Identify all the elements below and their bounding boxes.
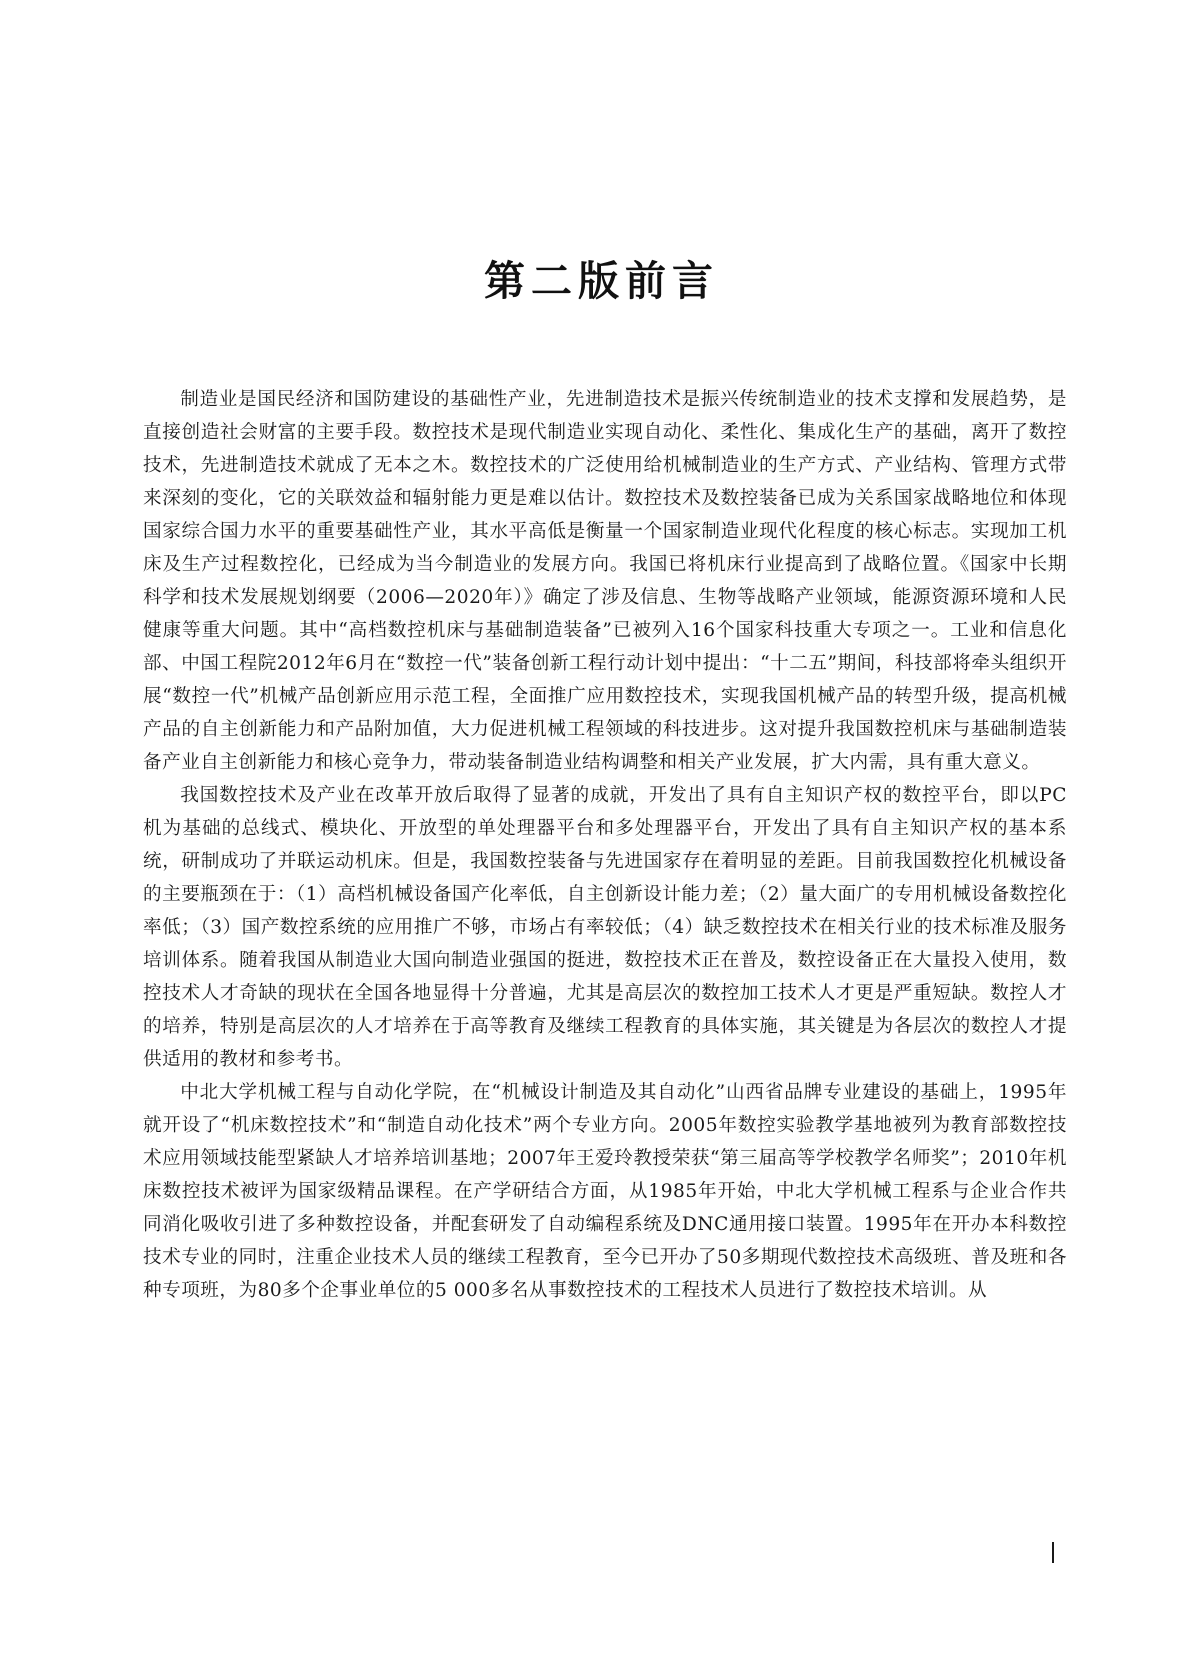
paragraph-3: 中北大学机械工程与自动化学院，在“机械设计制造及其自动化”山西省品牌专业建设的基础上，1995年就开设了“机床数控技术”和“制造自动化技术”两个专业方向。2005年数控实验教学基地被列为教育部数控技术应用领域技能型紧缺人才培养培训基地；2007年王爱玲教授荣获“第三届高等学校教学名师奖”；2010年机床数控技术被评为国家级精品课程。在产学研结合方面，从1985年开始，中北大学机械工程系与企业合作共同消化吸收引进了多种数控设备，并配套研发了自动编程系统及DNC通用接口装置。1995年在开办本科数控技术专业的同时，注重企业技术人员的继续工程教育，至今已开办了50多期现代数控技术高级班、普及班和各种专项班，为80多个企事业单位的5 000多名从事数控技术的工程技术人员进行了数控技术培训。从: [143, 1082, 1067, 1301]
paragraph-1: 制造业是国民经济和国防建设的基础性产业，先进制造技术是振兴传统制造业的技术支撑和发展趋势，是直接创造社会财富的主要手段。数控技术是现代制造业实现自动化、柔性化、集成化生产的基础，离开了数控技术，先进制造技术就成了无本之木。数控技术的广泛使用给机械制造业的生产方式、产业结构、管理方式带来深刻的变化，它的关联效益和辐射能力更是难以估计。数控技术及数控装备已成为关系国家战略地位和体现国家综合国力水平的重要基础性产业，其水平高低是衡量一个国家制造业现代化程度的核心标志。实现加工机床及生产过程数控化，已经成为当今制造业的发展方向。我国已将机床行业提高到了战略位置。《国家中长期科学和技术发展规划纲要（2006—2020年）》确定了涉及信息、生物等战略产业领域，能源资源环境和人民健康等重大问题。其中“高档数控机床与基础制造装备”已被列入16个国家科技重大专项之一。工业和信息化部、中国工程院2012年6月在“数控一代”装备创新工程行动计划中提出：“十二五”期间，科技部将牵头组织开展“数控一代”机械产品创新应用示范工程，全面推广应用数控技术，实现我国机械产品的转型升级，提高机械产品的自主创新能力和产品附加值，大力促进机械工程领域的科技进步。这对提升我国数控机床与基础制造装备产业自主创新能力和核心竞争力，带动装备制造业结构调整和相关产业发展，扩大内需，具有重大意义。: [143, 389, 1067, 773]
page-number-roman-i: [1052, 1542, 1054, 1563]
body-text: [143, 383, 1067, 1307]
page-title: 第二版前言: [484, 257, 719, 306]
paragraph-2: 我国数控技术及产业在改革开放后取得了显著的成就，开发出了具有自主知识产权的数控平台，即以PC机为基础的总线式、模块化、开放型的单处理器平台和多处理器平台，开发出了具有自主知识产权的基本系统，研制成功了并联运动机床。但是，我国数控装备与先进国家存在着明显的差距。目前我国数控化机械设备的主要瓶颈在于：（1）高档机械设备国产化率低，自主创新设计能力差；（2）量大面广的专用机械设备数控化率低；（3）国产数控系统的应用推广不够，市场占有率较低；（4）缺乏数控技术在相关行业的技术标准及服务培训体系。随着我国从制造业大国向制造业强国的挺进，数控技术正在普及，数控设备正在大量投入使用，数控技术人才奇缺的现状在全国各地显得十分普遍，尤其是高层次的数控加工技术人才更是严重短缺。数控人才的培养，特别是高层次的人才培养在于高等教育及继续工程教育的具体实施，其关键是为各层次的数控人才提供适用的教材和参考书。: [143, 785, 1067, 1070]
